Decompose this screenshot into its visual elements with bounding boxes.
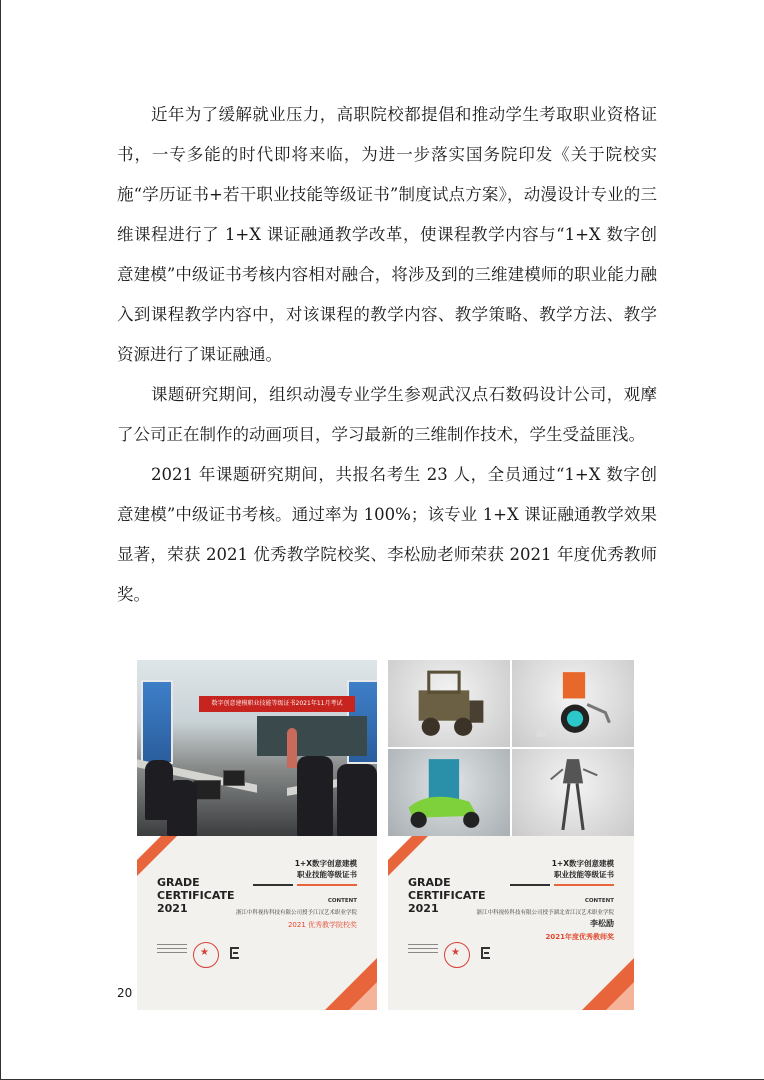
teacher [287,728,297,768]
exam-banner-text: 数字创意建模职业技能等级证书2021年11月考试 [211,700,343,707]
divider [253,884,293,886]
forklift-model-icon [388,660,510,747]
heading-line: 2021 [157,902,188,915]
signature-lines [157,944,187,956]
title-line: 职业技能等级证书 [554,870,614,879]
computer-monitor [193,780,221,800]
content-label: CONTENT [327,898,357,904]
window [141,680,173,764]
paragraph-3: 2021 年课题研究期间，共报名考生 23 人，全员通过“1+X 数字创意建模”中级证书考核。通过率为 100%；该专业 1+X 课证融通教学效果显著，荣获 2021 优秀教学院校奖、李松励老师荣获 2021 年度优秀教师奖。 [117,465,657,604]
heading-line: 2021 [408,902,439,915]
figure-renders-certificate [388,660,634,1010]
heading-line: CERTIFICATE [157,889,235,902]
page-border-left [0,0,1,1080]
divider [554,884,614,886]
logo-icon [478,946,494,960]
content-label: CONTENT [584,898,614,904]
student [337,764,377,836]
student [297,756,333,836]
whiteboard [257,716,367,756]
corner-decoration [349,982,377,1010]
classroom-exam-photo [137,660,377,836]
recipient-name: 李松励 [590,919,614,928]
page-number: 20 [117,986,133,1000]
award-name: 2021年度优秀教师奖 [545,933,614,941]
figure-classroom-certificate [137,660,377,1010]
3d-model-renders [388,660,634,836]
body-text [117,95,657,615]
render-tricycle [388,749,510,836]
heading-line: CERTIFICATE [408,889,486,902]
title-line: 1+X数字创意建模 [294,859,357,868]
title-line: 职业技能等级证书 [297,870,357,879]
heading-line: GRADE [408,876,451,889]
seal-icon: ★ [193,942,219,968]
seal-icon: ★ [444,942,470,968]
exam-banner [199,696,355,712]
paragraph-2: 课题研究期间，组织动漫专业学生参观武汉点石数码设计公司，观摩了公司正在制作的动画项目，学习最新的三维制作技术，学生受益匪浅。 [117,385,657,444]
certificate-heading [157,876,235,915]
title-line: 1+X数字创意建模 [551,859,614,868]
award-name: 2021 优秀教学院校奖 [287,921,357,929]
certificate-issuer: 浙江中科视传科技有限公司授予江汉艺术职业学院 [235,910,357,916]
render-forklift [388,660,510,747]
signature-lines [408,944,438,956]
certificate-issuer: 浙江中科视传科技有限公司授予湖北省江汉艺术职业学院 [476,910,614,916]
robot-model-icon [512,660,634,747]
heading-line: GRADE [157,876,200,889]
tricycle-model-icon [388,749,510,836]
certificate-heading [408,876,486,915]
render-robot [512,660,634,747]
paragraph-1: 近年为了缓解就业压力，高职院校都提倡和推动学生考取职业资格证书，一专多能的时代即将来临，为进一步落实国务院印发《关于院校实施“学历证书+若干职业技能等级证书”制度试点方案》，动漫设计专业的三维课程进行了 1+X 课证融通教学改革，使课程教学内容与“1+X 数字创意建模”中级证书考核内容相对融合，将涉及到的三维建模师的职业能力融入到课程教学内容中，对该课程的教学内容、教学策略、教学方法、教学资源进行了课证融通。 [117,105,657,364]
student [167,780,197,836]
walker-model-icon [512,749,634,836]
render-mech-walker [512,749,634,836]
corner-decoration [137,836,161,860]
divider [297,884,357,886]
corner-decoration [606,982,634,1010]
corner-decoration [388,836,412,860]
grade-certificate [388,836,634,1010]
certificate-title [295,858,357,880]
certificate-title [552,858,614,880]
logo-icon [227,946,243,960]
divider [510,884,550,886]
grade-certificate [137,836,377,1010]
computer-monitor [223,770,245,786]
